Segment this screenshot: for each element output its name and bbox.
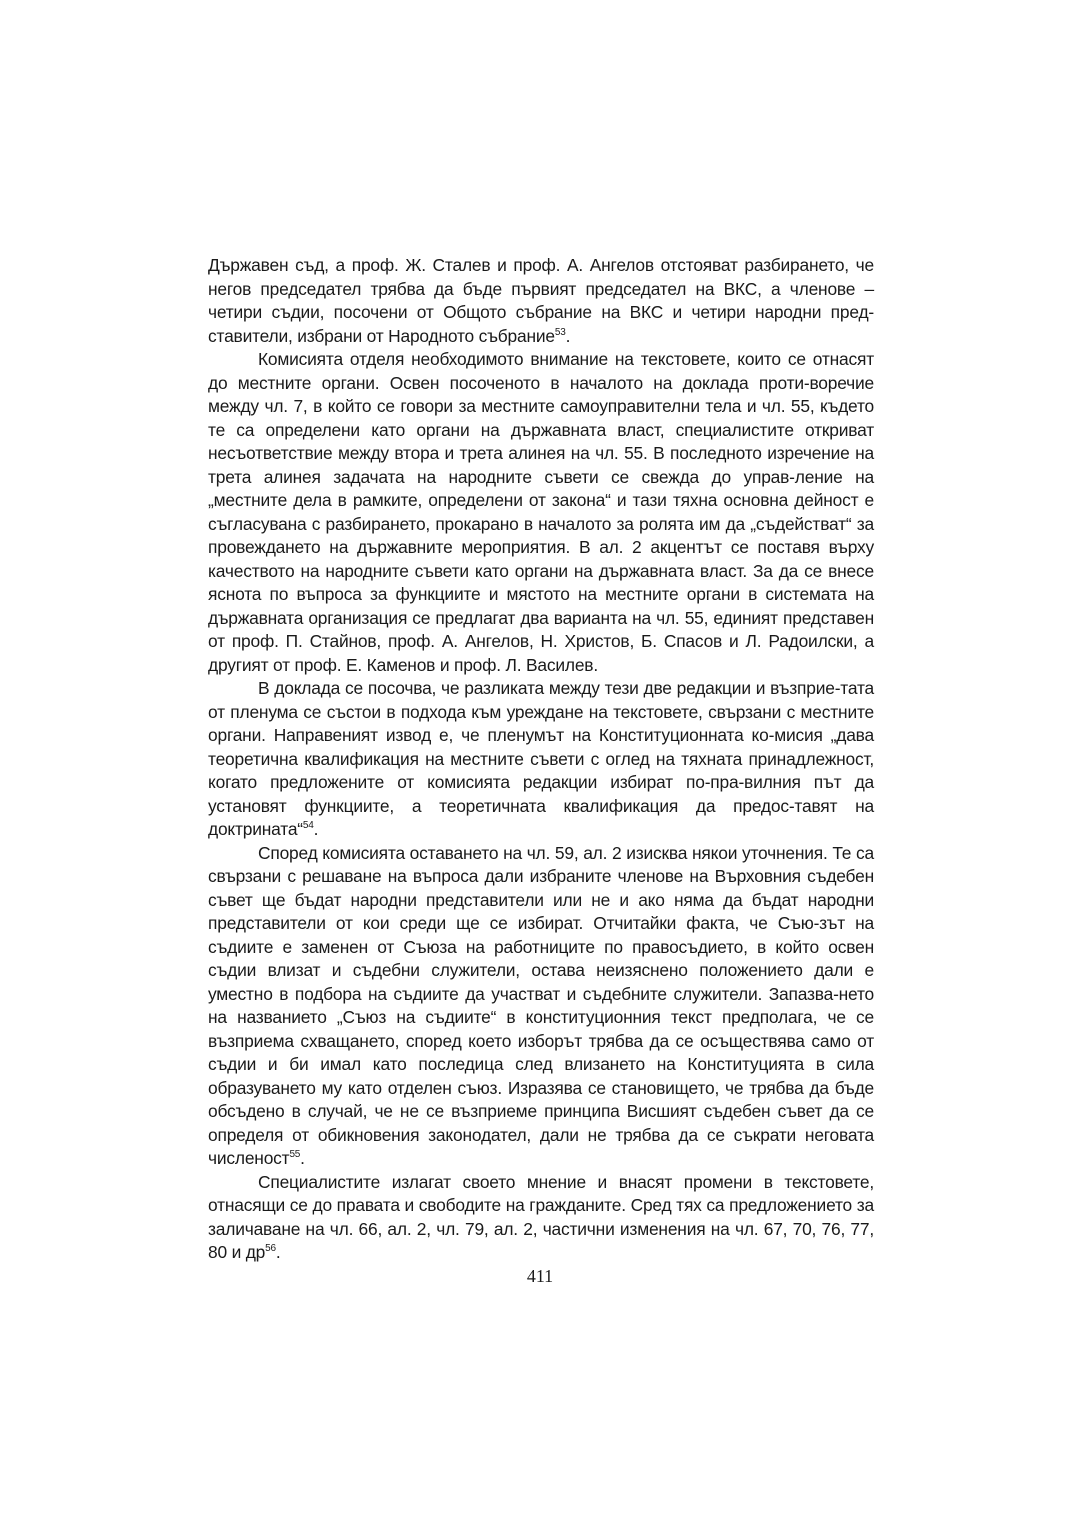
page-number: 411 (526, 1266, 554, 1286)
paragraph-2: Комисията отделя необходимото внимание на текстовете, които се отнасят до местните органи. Освен посоченото в началото на доклада проти-воречие между чл. 7, в който се говори за местните самоуправителни тела и чл. 55, където те са определени като органи на държавната власт, специалистите откриват несъответствие между втора и трета алинея на чл. 55. В последното изречение на трета алинея задачата на народните съвети се свежда до управ-ление на „местните дела в рамките, определени от закона“ и тази тяхна основна дейност е съгласувана с разбирането, прокарано в началото за ролята им да „съдействат“ за провеждането на държавните мероприятия. В ал. 2 акцентът се поставя върху качеството на народните съвети като органи на държавната власт. За да се внесе яснота по въпроса за функциите и мястото на местните органи в системата на държавната организация се предлагат два варианта на чл. 55, единият представен от проф. П. Стайнов, проф. А. Ангелов, Н. Христов, Б. Спасов и Л. Радоилски, а другият от проф. Е. Каменов и проф. Л. Василев. (208, 349, 874, 675)
body-text (208, 254, 874, 1265)
footnote-ref-55[interactable]: 55 (289, 1149, 301, 1160)
paragraph-1: Държавен съд, а проф. Ж. Сталев и проф. А. Ангелов отстояват разбирането, че негов председател трябва да бъде първият председател на ВКС, а членове – четири съдии, посочени от Общото събрание на ВКС и четири народни пред-ставители, избрани от Народното събрание$^{53}$. (208, 255, 874, 346)
paragraph-4: Според комисията оставането на чл. 59, ал. 2 изисква някои уточнения. Те са свързани с решаване на въпроса дали избраните членове на Върховния съдебен съвет ще бъдат народни представители или не и ако няма да бъдат народни представители от кои среди ще се избират. Отчитайки факта, че Съю-зът на съдиите е заменен от Съюза на работниците по правосъдието, в който освен съдии влизат и съдебни служители, остава неизяснено положението дали е уместно в подбора на съдиите да участват и съдебните служители. Запазва-нето на названието „Съюз на съдиите“ в конституционния текст предполага, че се възприема схващането, според което изборът трябва да се осъществява само от съдии и би имал като последица след влизането на Конституцията в сила образуването му като отделен съюз. Изразява се становището, че трябва да бъде обсъдено в случай, че не се възприеме принципа Висшият съдебен съвет да се определя от обикновения законодател, дали не трябва да се съкрати неговата численост$^{55}$. (208, 842, 874, 1168)
paragraph-3: В доклада се посочва, че разликата между тези две редакции и възприе-тата от пленума се състои в подхода към уреждане на текстовете, свързани с местните органи. Направеният извод е, че пленумът на Конституционната ко-мисия „дава теоретична квалификация на местните съвети с оглед на тяхната принадлежност, когато предложените от комисията редакции избират по-пра-вилния път да установят функциите, а теоретичната квалификация да предос-тавят на доктрината“$^{54}$. (208, 678, 874, 839)
footnote-ref-53[interactable]: 53 (554, 326, 566, 338)
footnote-ref-54[interactable]: 54 (302, 820, 314, 831)
paragraph-5: Специалистите излагат своето мнение и внасят промени в текстовете, отнасящи се до правата и свободите на гражданите. Сред тях са предложението за заличаване на чл. 66, ал. 2, чл. 79, ал. 2, частични изменения на чл. 67, 70, 76, 77, 80 и др$^{56}$. (208, 1171, 874, 1262)
footnote-ref-56[interactable]: 56 (265, 1243, 276, 1254)
